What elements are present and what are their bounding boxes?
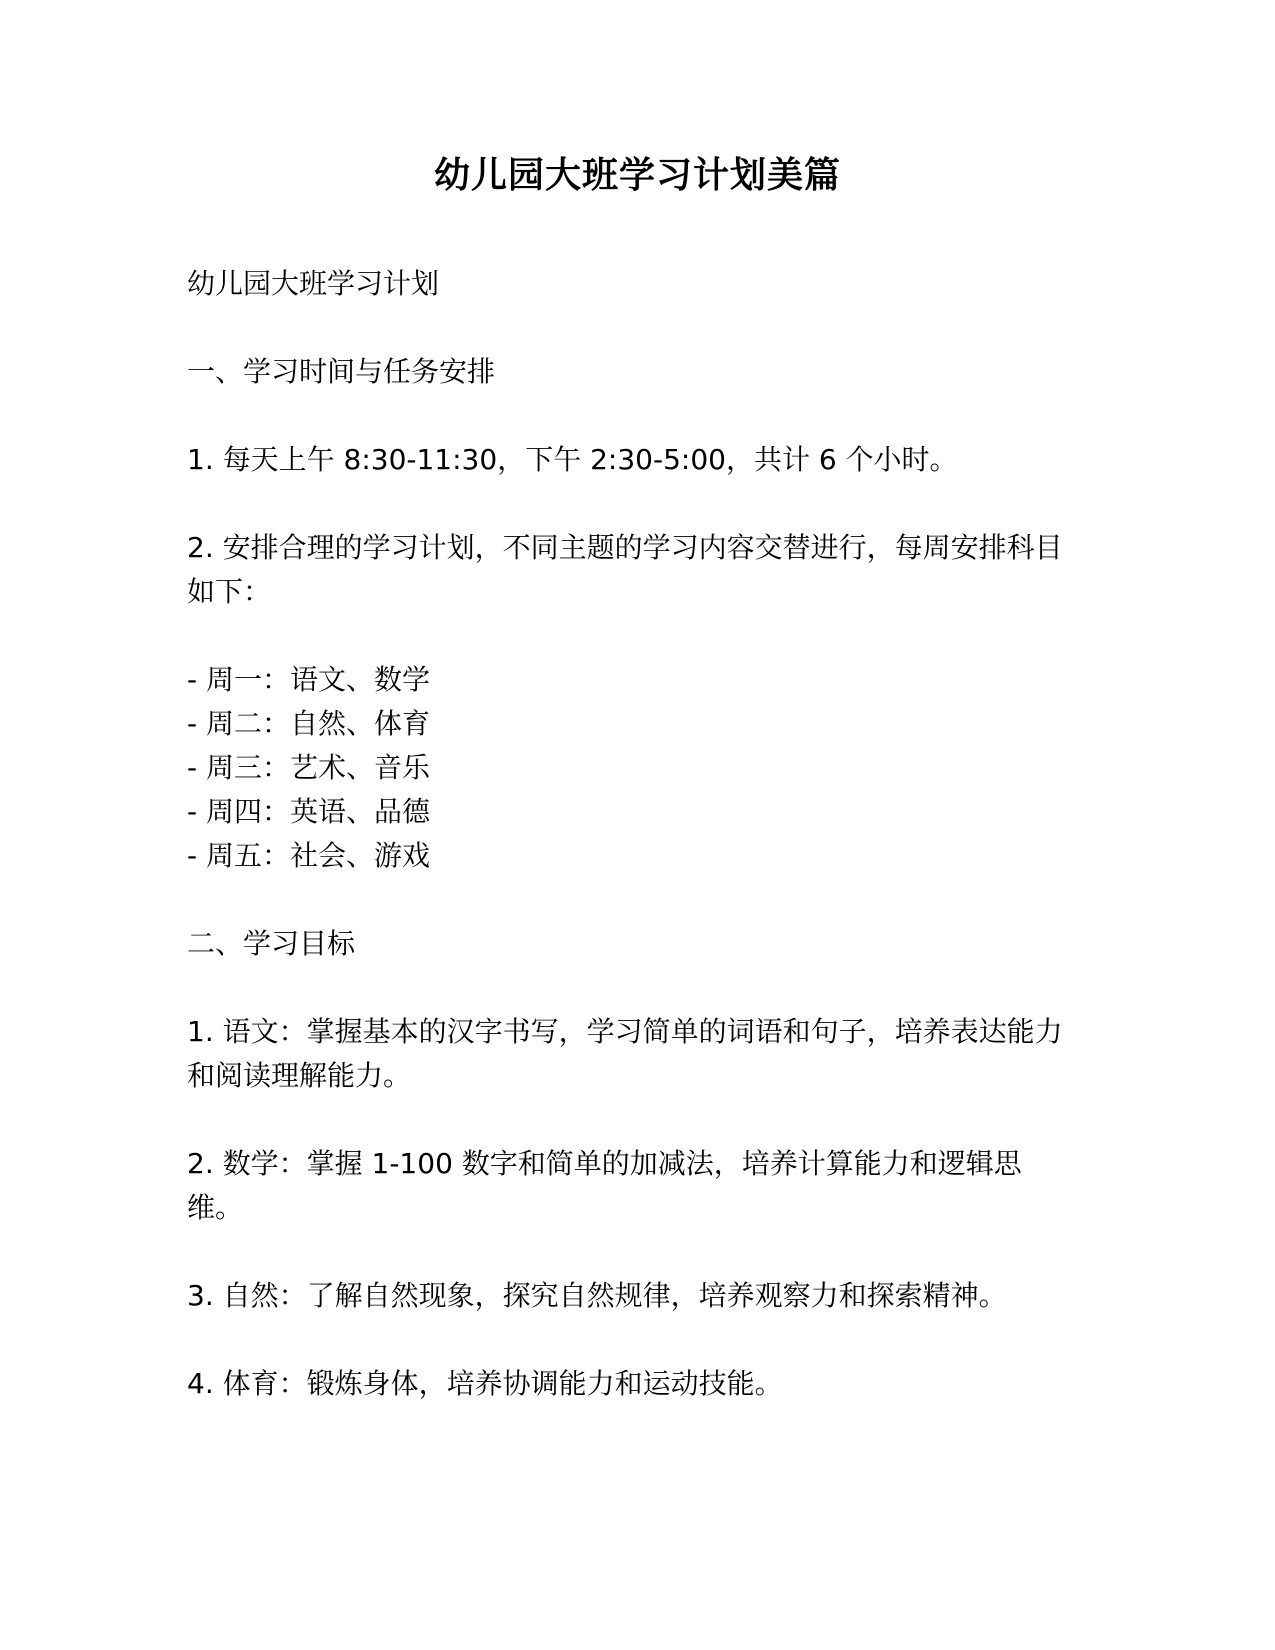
section1-heading: 一、学习时间与任务安排 [187,355,496,388]
section1-item-1: 1. 每天上午 8:30-11:30，下午 2:30-5:00，共计 6 个小时。 [187,443,958,476]
document-title: 幼儿园大班学习计划美篇 [433,155,841,196]
document-body [187,262,1067,1450]
goal-item-nature: 3. 自然：了解自然现象，探究自然规律，培养观察力和探索精神。 [187,1279,1007,1312]
goal-item-chinese: 1. 语文：掌握基本的汉字书写，学习简单的词语和句子，培养表达能力和阅读理解能力。 [187,1015,1063,1092]
weekly-schedule-list [187,658,1067,878]
schedule-item-tuesday: - 周二：自然、体育 [187,707,431,740]
schedule-item-friday: - 周五：社会、游戏 [187,839,431,872]
goal-item-pe: 4. 体育：锻炼身体，培养协调能力和运动技能。 [187,1367,783,1400]
schedule-item-monday: - 周一：语文、数学 [187,663,431,696]
document-subtitle: 幼儿园大班学习计划 [187,267,440,300]
schedule-item-wednesday: - 周三：艺术、音乐 [187,751,431,784]
goal-item-math: 2. 数学：掌握 1-100 数字和简单的加减法，培养计算能力和逻辑思维。 [187,1147,1022,1224]
section2-heading: 二、学习目标 [187,927,356,960]
section1-item-2: 2. 安排合理的学习计划，不同主题的学习内容交替进行，每周安排科目如下： [187,531,1063,608]
schedule-item-thursday: - 周四：英语、品德 [187,795,431,828]
